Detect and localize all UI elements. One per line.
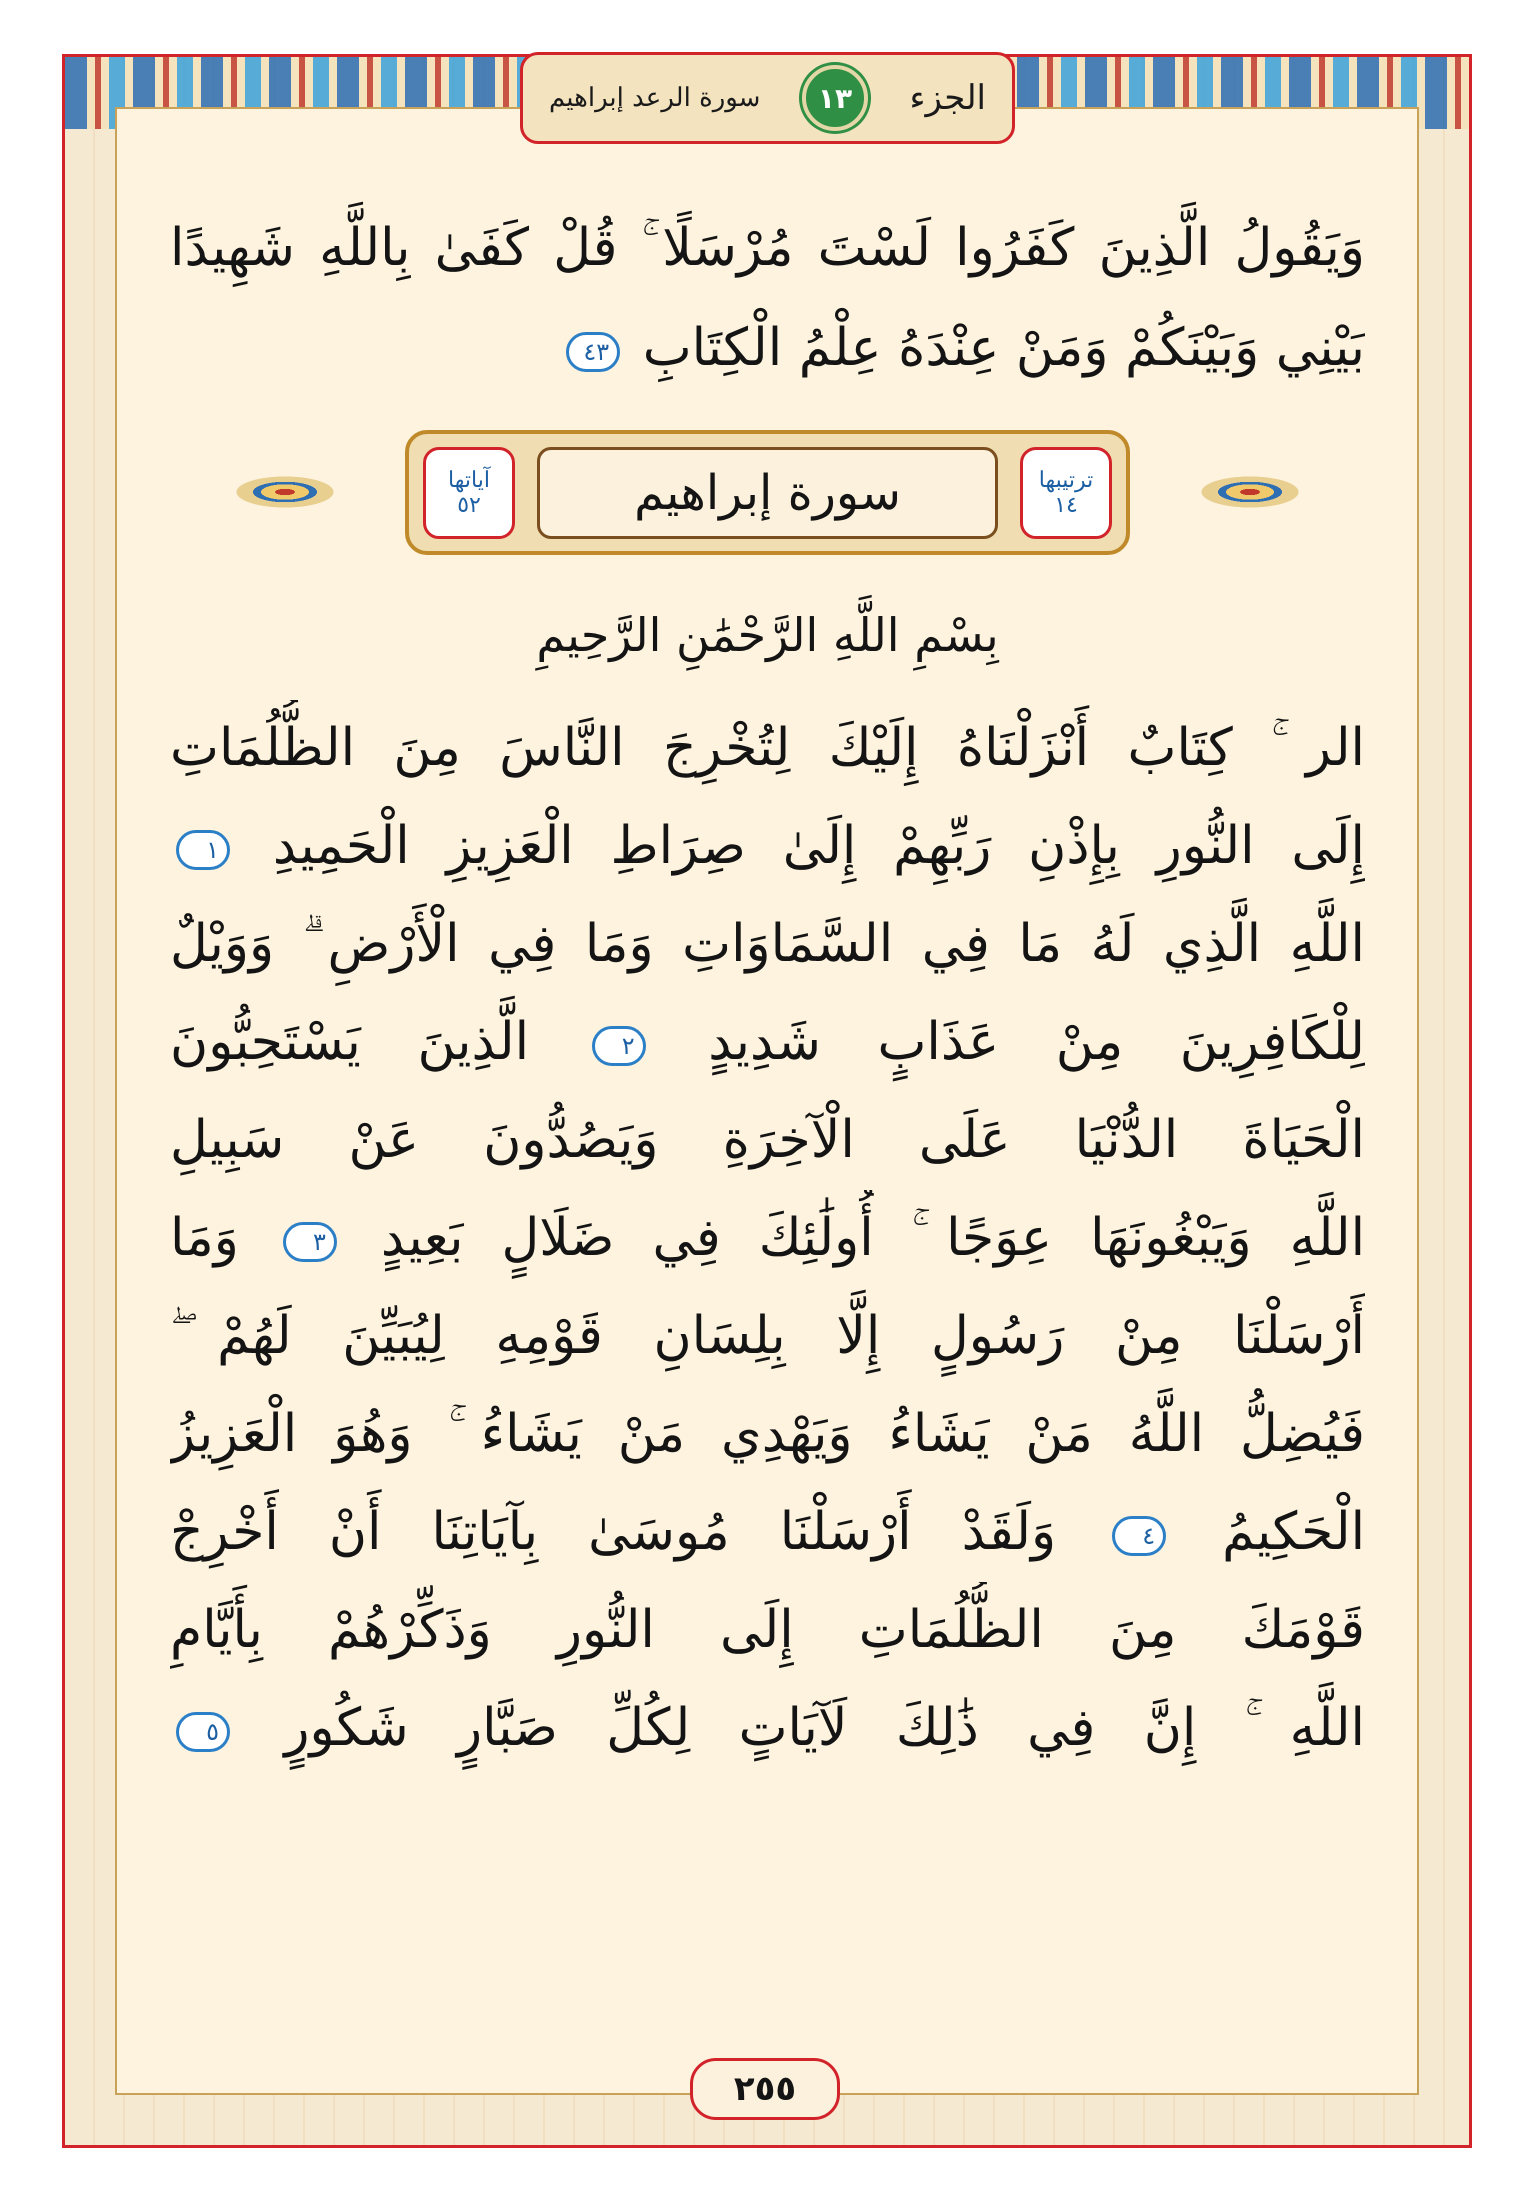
verse-line-3: الر ۚ كِتَابٌ أَنْزَلْنَاهُ إِلَيْكَ لِتُخْرِجَ النَّاسَ مِنَ الظُّلُمَاتِ xyxy=(170,718,1365,778)
surah-banner xyxy=(160,430,1375,555)
juz-label: الجزء xyxy=(909,78,986,118)
ayah-number-marker: ٢ xyxy=(592,1026,646,1066)
surah-verses-box: آياتها ٥٢ xyxy=(423,447,515,539)
ayah-number-marker: ٣ xyxy=(283,1222,337,1262)
juz-number-badge: ١٣ xyxy=(802,65,868,131)
verse-line-8: اللَّهِ وَيَبْغُونَهَا عِوَجًا ۚ أُولَٰئِكَ فِي ضَلَالٍ بَعِيدٍ ٣ وَمَا xyxy=(170,1208,1365,1268)
ayah-number-marker: ٤ xyxy=(1112,1516,1166,1556)
verse-line-1: وَيَقُولُ الَّذِينَ كَفَرُوا لَسْتَ مُرْسَلًا ۚ قُلْ كَفَىٰ بِاللَّهِ شَهِيدًا xyxy=(170,218,1365,278)
ayah-number-marker: ٤٣ xyxy=(566,332,620,372)
verse-line-11: الْحَكِيمُ ٤ وَلَقَدْ أَرْسَلْنَا مُوسَىٰ بِآيَاتِنَا أَنْ أَخْرِجْ xyxy=(170,1502,1365,1562)
surah-names: سورة الرعد إبراهيم xyxy=(549,83,761,113)
verse-line-2: بَيْنِي وَبَيْنَكُمْ وَمَنْ عِنْدَهُ عِلْمُ الْكِتَابِ ٤٣ xyxy=(170,300,1365,396)
banner-ornament-left xyxy=(160,452,410,532)
banner-ornament-right xyxy=(1125,452,1375,532)
surah-banner-frame xyxy=(405,430,1130,555)
surah-order-box: ترتيبها ١٤ xyxy=(1020,447,1112,539)
verse-line-4: إِلَى النُّورِ بِإِذْنِ رَبِّهِمْ إِلَىٰ صِرَاطِ الْعَزِيزِ الْحَمِيدِ ١ xyxy=(170,798,1365,894)
ayah-number-marker: ٥ xyxy=(176,1712,230,1752)
verse-line-12: قَوْمَكَ مِنَ الظُّلُمَاتِ إِلَى النُّورِ وَذَكِّرْهُمْ بِأَيَّامِ xyxy=(170,1600,1365,1660)
surah-title: سورة إبراهيم xyxy=(537,447,998,539)
verse-line-5: اللَّهِ الَّذِي لَهُ مَا فِي السَّمَاوَاتِ وَمَا فِي الْأَرْضِ ۗ وَوَيْلٌ xyxy=(170,914,1365,974)
page-header xyxy=(520,52,1015,144)
verse-line-9: أَرْسَلْنَا مِنْ رَسُولٍ إِلَّا بِلِسَانِ قَوْمِهِ لِيُبَيِّنَ لَهُمْ ۖ xyxy=(170,1306,1365,1366)
verse-line-10: فَيُضِلُّ اللَّهُ مَنْ يَشَاءُ وَيَهْدِي مَنْ يَشَاءُ ۚ وَهُوَ الْعَزِيزُ xyxy=(170,1404,1365,1464)
page-number: ٢٥٥ xyxy=(690,2058,840,2120)
verse-line-6: لِلْكَافِرِينَ مِنْ عَذَابٍ شَدِيدٍ ٢ الَّذِينَ يَسْتَحِبُّونَ xyxy=(170,1012,1365,1072)
verse-line-13: اللَّهِ ۚ إِنَّ فِي ذَٰلِكَ لَآيَاتٍ لِكُلِّ صَبَّارٍ شَكُورٍ ٥ xyxy=(170,1680,1365,1776)
ayah-number-marker: ١ xyxy=(176,830,230,870)
basmala: بِسْمِ اللَّهِ الرَّحْمَٰنِ الرَّحِيمِ xyxy=(536,608,999,662)
verse-line-7: الْحَيَاةَ الدُّنْيَا عَلَى الْآخِرَةِ وَيَصُدُّونَ عَنْ سَبِيلِ xyxy=(170,1110,1365,1170)
